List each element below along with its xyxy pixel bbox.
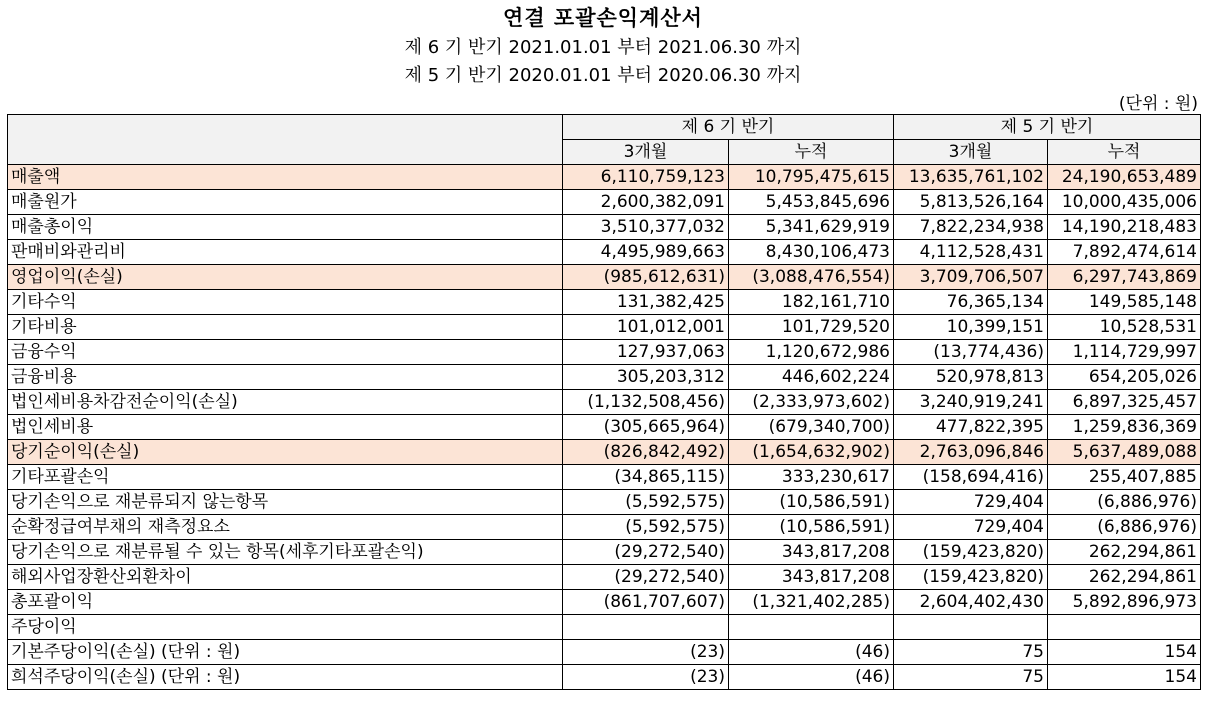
statement-title: 연결 포괄손익계산서 <box>503 6 703 30</box>
header-account <box>8 115 563 165</box>
table-row <box>8 665 1201 690</box>
period-current: 제 6 기 반기 2021.01.01 부터 2021.06.30 까지 <box>404 37 802 58</box>
value-p5-3m: 2,604,402,430 <box>894 590 1048 615</box>
value-p6-3m: (861,707,607) <box>563 590 729 615</box>
table-row <box>8 615 1201 640</box>
value-p6-3m: 305,203,312 <box>563 365 729 390</box>
value-p5-3m: 729,404 <box>894 515 1048 540</box>
header-p6-cum: 누적 <box>729 140 894 165</box>
value-p5-3m <box>894 615 1048 640</box>
value-p5-3m: 729,404 <box>894 490 1048 515</box>
value-p5-cum: 14,190,218,483 <box>1048 215 1201 240</box>
table-row <box>8 415 1201 440</box>
value-p6-3m: 4,495,989,663 <box>563 240 729 265</box>
table-row <box>8 640 1201 665</box>
value-p6-cum: 343,817,208 <box>729 540 894 565</box>
row-label: 매출액 <box>8 165 563 190</box>
value-p6-3m: (826,842,492) <box>563 440 729 465</box>
table-row <box>8 465 1201 490</box>
table-row <box>8 265 1201 290</box>
value-p6-3m <box>563 615 729 640</box>
value-p5-cum: 1,114,729,997 <box>1048 340 1201 365</box>
value-p6-cum: 101,729,520 <box>729 315 894 340</box>
row-label: 금융수익 <box>8 340 563 365</box>
value-p5-3m: 76,365,134 <box>894 290 1048 315</box>
table-row <box>8 165 1201 190</box>
value-p5-cum: 10,528,531 <box>1048 315 1201 340</box>
value-p5-3m: (159,423,820) <box>894 540 1048 565</box>
value-p5-cum: (6,886,976) <box>1048 490 1201 515</box>
value-p5-cum: 255,407,885 <box>1048 465 1201 490</box>
value-p5-cum: 24,190,653,489 <box>1048 165 1201 190</box>
header-period6: 제 6 기 반기 <box>563 115 894 140</box>
row-label: 해외사업장환산외환차이 <box>8 565 563 590</box>
value-p5-cum: 6,297,743,869 <box>1048 265 1201 290</box>
value-p5-3m: 520,978,813 <box>894 365 1048 390</box>
header-p5-cum: 누적 <box>1048 140 1201 165</box>
table-row <box>8 365 1201 390</box>
value-p5-3m: 5,813,526,164 <box>894 190 1048 215</box>
row-label: 매출총이익 <box>8 215 563 240</box>
value-p6-cum: (3,088,476,554) <box>729 265 894 290</box>
value-p6-3m: 2,600,382,091 <box>563 190 729 215</box>
row-label: 당기손익으로 재분류될 수 있는 항목(세후기타포괄손익) <box>8 540 563 565</box>
value-p5-3m: 75 <box>894 640 1048 665</box>
row-label: 당기순이익(손실) <box>8 440 563 465</box>
value-p6-3m: 131,382,425 <box>563 290 729 315</box>
table-row <box>8 490 1201 515</box>
value-p5-3m: 75 <box>894 665 1048 690</box>
value-p6-3m: (5,592,575) <box>563 490 729 515</box>
row-label: 법인세비용차감전순이익(손실) <box>8 390 563 415</box>
row-label: 금융비용 <box>8 365 563 390</box>
table-row <box>8 440 1201 465</box>
header-period5: 제 5 기 반기 <box>894 115 1201 140</box>
table-row <box>8 540 1201 565</box>
value-p5-3m: 477,822,395 <box>894 415 1048 440</box>
value-p5-cum: 262,294,861 <box>1048 565 1201 590</box>
value-p5-cum: 262,294,861 <box>1048 540 1201 565</box>
value-p6-cum: (10,586,591) <box>729 515 894 540</box>
value-p5-3m: 4,112,528,431 <box>894 240 1048 265</box>
value-p5-3m: (158,694,416) <box>894 465 1048 490</box>
value-p6-cum: 10,795,475,615 <box>729 165 894 190</box>
table-row <box>8 215 1201 240</box>
row-label: 기타수익 <box>8 290 563 315</box>
table-row <box>8 565 1201 590</box>
value-p5-cum: 1,259,836,369 <box>1048 415 1201 440</box>
table-row <box>8 290 1201 315</box>
value-p5-cum: 154 <box>1048 640 1201 665</box>
row-label: 당기손익으로 재분류되지 않는항목 <box>8 490 563 515</box>
value-p6-cum <box>729 615 894 640</box>
value-p5-cum: 5,637,489,088 <box>1048 440 1201 465</box>
header-p6-3m: 3개월 <box>563 140 729 165</box>
table-row <box>8 240 1201 265</box>
value-p6-3m: (1,132,508,456) <box>563 390 729 415</box>
value-p5-3m: 10,399,151 <box>894 315 1048 340</box>
value-p6-3m: (29,272,540) <box>563 540 729 565</box>
value-p6-cum: (46) <box>729 665 894 690</box>
row-label: 매출원가 <box>8 190 563 215</box>
row-label: 주당이익 <box>8 615 563 640</box>
row-label: 희석주당이익(손실) (단위 : 원) <box>8 665 563 690</box>
value-p5-cum: 154 <box>1048 665 1201 690</box>
unit-label: (단위 : 원) <box>1118 94 1198 114</box>
value-p6-cum: 182,161,710 <box>729 290 894 315</box>
row-label: 순확정급여부채의 재측정요소 <box>8 515 563 540</box>
value-p6-cum: (46) <box>729 640 894 665</box>
value-p5-3m: (13,774,436) <box>894 340 1048 365</box>
value-p6-3m: 127,937,063 <box>563 340 729 365</box>
value-p6-3m: (23) <box>563 665 729 690</box>
row-label: 기본주당이익(손실) (단위 : 원) <box>8 640 563 665</box>
table-row <box>8 190 1201 215</box>
value-p5-3m: 3,709,706,507 <box>894 265 1048 290</box>
value-p5-cum: 5,892,896,973 <box>1048 590 1201 615</box>
table-row <box>8 315 1201 340</box>
value-p5-3m: 7,822,234,938 <box>894 215 1048 240</box>
value-p5-cum: 654,205,026 <box>1048 365 1201 390</box>
income-statement-table <box>7 114 1201 690</box>
value-p6-cum: (1,321,402,285) <box>729 590 894 615</box>
table-row <box>8 390 1201 415</box>
value-p6-3m: (305,665,964) <box>563 415 729 440</box>
value-p5-cum: 6,897,325,457 <box>1048 390 1201 415</box>
value-p5-cum: 149,585,148 <box>1048 290 1201 315</box>
value-p5-3m: 3,240,919,241 <box>894 390 1048 415</box>
value-p6-3m: (5,592,575) <box>563 515 729 540</box>
value-p6-3m: 3,510,377,032 <box>563 215 729 240</box>
value-p5-cum: 7,892,474,614 <box>1048 240 1201 265</box>
value-p6-3m: (985,612,631) <box>563 265 729 290</box>
value-p5-3m: 2,763,096,846 <box>894 440 1048 465</box>
value-p6-cum: (2,333,973,602) <box>729 390 894 415</box>
table-row <box>8 515 1201 540</box>
value-p6-cum: (679,340,700) <box>729 415 894 440</box>
value-p6-cum: 333,230,617 <box>729 465 894 490</box>
value-p6-cum: (10,586,591) <box>729 490 894 515</box>
value-p6-3m: 6,110,759,123 <box>563 165 729 190</box>
value-p5-cum <box>1048 615 1201 640</box>
value-p5-cum: (6,886,976) <box>1048 515 1201 540</box>
row-label: 기타포괄손익 <box>8 465 563 490</box>
value-p5-3m: (159,423,820) <box>894 565 1048 590</box>
value-p6-cum: 1,120,672,986 <box>729 340 894 365</box>
value-p6-cum: 343,817,208 <box>729 565 894 590</box>
row-label: 총포괄이익 <box>8 590 563 615</box>
value-p5-cum: 10,000,435,006 <box>1048 190 1201 215</box>
table-row <box>8 590 1201 615</box>
value-p6-cum: 8,430,106,473 <box>729 240 894 265</box>
value-p6-cum: 5,453,845,696 <box>729 190 894 215</box>
row-label: 판매비와관리비 <box>8 240 563 265</box>
value-p6-3m: (23) <box>563 640 729 665</box>
value-p6-3m: (29,272,540) <box>563 565 729 590</box>
row-label: 기타비용 <box>8 315 563 340</box>
row-label: 영업이익(손실) <box>8 265 563 290</box>
value-p6-3m: 101,012,001 <box>563 315 729 340</box>
value-p6-3m: (34,865,115) <box>563 465 729 490</box>
value-p6-cum: 446,602,224 <box>729 365 894 390</box>
table-row <box>8 340 1201 365</box>
value-p6-cum: (1,654,632,902) <box>729 440 894 465</box>
period-prior: 제 5 기 반기 2020.01.01 부터 2020.06.30 까지 <box>404 65 802 86</box>
value-p6-cum: 5,341,629,919 <box>729 215 894 240</box>
value-p5-3m: 13,635,761,102 <box>894 165 1048 190</box>
row-label: 법인세비용 <box>8 415 563 440</box>
header-p5-3m: 3개월 <box>894 140 1048 165</box>
header-row-groups <box>8 115 1201 140</box>
